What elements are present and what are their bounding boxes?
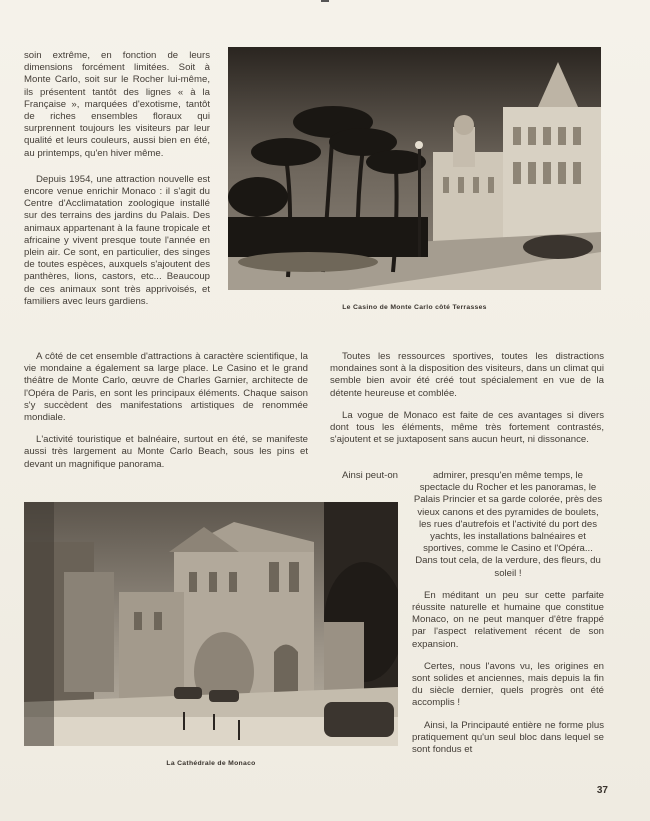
cathedrale-photo [24,502,398,746]
text-column-middle-left [24,351,308,481]
page-number: 37 [596,785,608,796]
text-ainsi-lead: Ainsi peut-on [342,470,398,481]
paragraph-gardens: soin extrême, en fonction de leurs dimensions forcément limitées. Soit à Monte Carlo, soit sur le Rocher lui-même, ils présentent tantôt des lignes « à la Française », marquées d'exotisme, tantôt de riches ensembles floraux qui surprennent toujours les visiteurs par leur qualité et leurs couleurs, aussi bien en été, au printemps, qu'en hiver même. [24,50,210,159]
text-column-bottom-right [412,470,604,766]
casino-caption: Le Casino de Monte Carlo côté Terrasses [342,304,487,311]
paragraph-principaute: Ainsi, la Principauté entière ne forme plus pratiquement qu'un seul bloc dans lequel se sont fondus et [412,719,604,756]
text-column-middle-right [330,351,604,456]
paragraph-certes: Certes, nous l'avons vu, les origines en sont solides et anciennes, mais depuis la fin du siècle dernier, quels progrès ont été accomplis ! [412,660,604,709]
paragraph-zoo: Depuis 1954, une attraction nouvelle est encore venue enrichir Monaco : il s'agit du Centre d'Acclimatation zoologique installé sur des terrains des jardins du Palais. Des animaux appartenant à la faune tropicale et africaine y vivent presque toute l'année en plein air. Ce sont, en particulier, des singes de toutes espèces, auxquels s'ajoutent des panthères, lions, castors, etc... Beaucoup de ces animaux sont très apprivoisés, et familiers avec leurs gardiens. [24,173,210,307]
paragraph-vogue: La vogue de Monaco est faite de ces avantages si divers dont tous les éléments, même très fortement contrastés, s'ajoutent et se juxtaposent sans aucun heurt, ni dissonance. [330,409,604,446]
paragraph-balneaire: L'activité touristique et balnéaire, surtout en été, se manifeste aussi très largement au Monte Carlo Beach, sous les pins et devant un magnifique panorama. [24,434,308,470]
text-column-top-left [24,50,210,318]
page-top-mark [321,0,329,2]
paragraph-admirer: admirer, presqu'en même temps, le spectacle du Rocher et les panoramas, le Palais Princier et sa garde colorée, près des vieux canons et des pyramides de boulets, les rues d'autrefois et l'activité du port des yachts, les installations balnéaires et sportives, comme le Casino et l'Opéra... Dans tout cela, de la verdure, des fleurs, du soleil ! [413,470,603,579]
casino-photo [228,47,601,290]
cathedrale-illustration [24,502,398,746]
casino-illustration [228,47,601,290]
paragraph-sportives: Toutes les ressources sportives, toutes les distractions mondaines sont à la disposition des visiteurs, dans un climat qui semble bien avoir été créé tout spécialement en vue de la détente heureuse et comblée. [330,351,604,399]
paragraph-meditant: En méditant un peu sur cette parfaite réussite naturelle et humaine que constitue Monaco, on ne peut manquer d'être frappé par l'aspect relativement récent de son expansion. [412,589,604,650]
paragraph-mondaine: A côté de cet ensemble d'attractions à caractère scientifique, la vie mondaine a également sa large place. Le Casino et le grand théâtre de Monte Carlo, œuvre de Charles Garnier, architecte de l'Opéra de Paris, en sont les principaux éléments. Chaque saison s'y succèdent des manifestations artistiques de renommée mondiale. [24,351,308,424]
cathedrale-caption: La Cathédrale de Monaco [166,760,256,767]
